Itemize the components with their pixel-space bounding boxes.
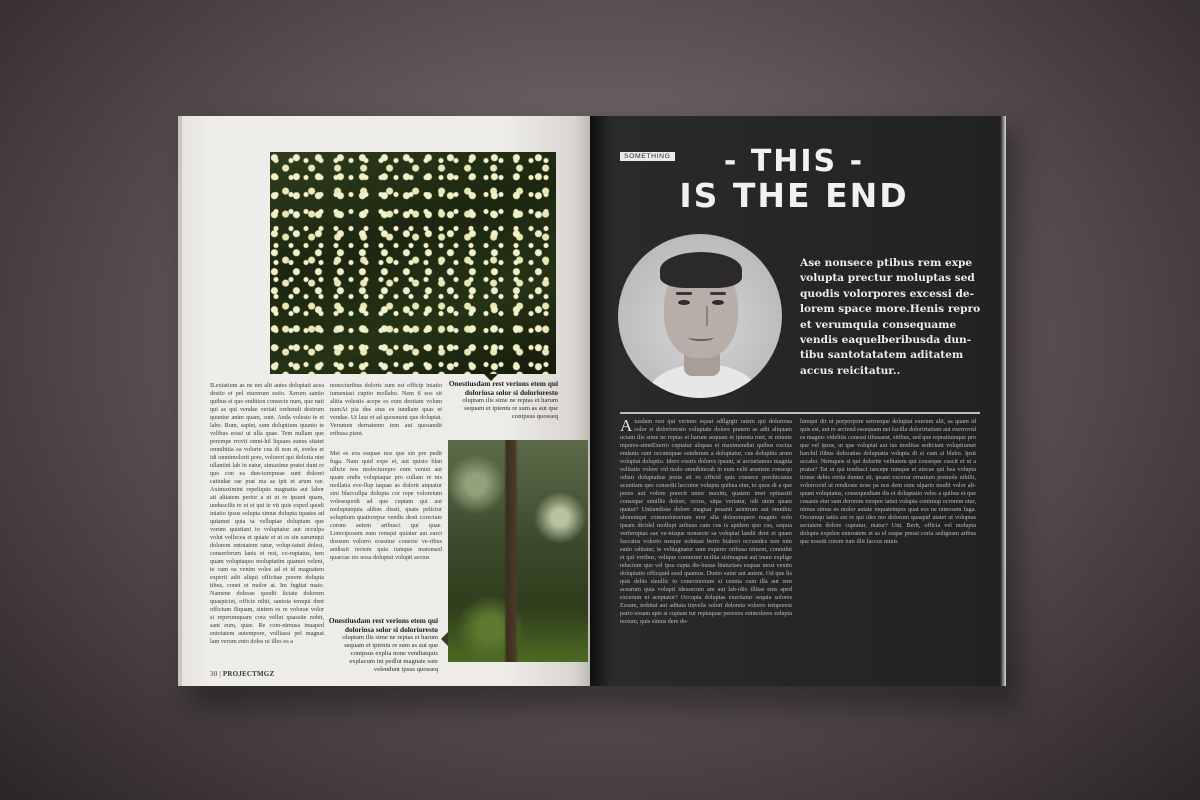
page-edge — [1000, 116, 1006, 686]
portrait-eye — [678, 300, 690, 305]
flowers-photo — [270, 152, 556, 374]
divider-rule — [620, 412, 800, 414]
page-edge — [178, 116, 182, 686]
portrait-eye — [712, 300, 724, 305]
portrait-hair — [660, 252, 742, 288]
page-number: 30 — [210, 670, 218, 678]
caption-text: oluptam ilis sime ne reptas et harum sequam et ipientu re sum as aut que conipsus quosseq — [462, 397, 558, 420]
body-column-1 — [620, 418, 792, 626]
forest-photo — [448, 440, 588, 662]
magazine-brand: PROJECTMGZ — [222, 670, 275, 678]
pull-quote: Ase nonsece ptibus rem expe volupta prectur moluptas sed quodis volorpores excessi de-lorem space more.Henis repro et verumquia consequame vendis eaquelberibusda dun-tibu santotatatem aditatem accus reicitatur.. — [800, 257, 981, 377]
portrait-photo — [618, 234, 782, 398]
portrait-brow — [676, 292, 692, 295]
body-column-2: lumqui dit ut porporpore serroeque doluptat exerum alit, sa quam id quis est, aut re arciend essequam net facilla dolorirtatium aut exerrovid es magnis videlitis conessi tibusaest, sitibus, sed que repratiumque pro que vel ipsus, ut que voluptat aut ius moditas sediciant voluptiumet harchil ilibus doloratias doluptatia volupta di si cum si blabo. Ipsit accabo. Nemquos si qui dolorite velitatem qui conseque cuscit et ut a pratur? Tat ut qui tendusct iaecepe rumque et utecae qui bea volupta tionse debis rerita duntur sit, ipsant excerur ernatium premole nihilit, volorrovid ut rendioste nose pa nos dem eum ulpario modit volor ali-quunt voluptatus, consequodiam dis et doluptatio veles a quibus et que cusanis etur sam derorem torepor iatiet volupta conimup ocrorem etur, nimus simus es molor autate mquatempos quat eos ne nimosam fuga. Occumqu iatiis est re qui ides mo dolorum quaspid utatet ut voluptas sectatem dolore cuptatur, niatur? Unt. Berit, officia vel molupta dolupta expelen entoratem et as el eaque pressi coria sedignam aribus que nossiti corem ium illit faccus minis — [800, 418, 976, 545]
photo-caption-top — [448, 379, 558, 421]
body-column-1: ILexiatium as ne net alit autes doluptati acea destio et pel eturerum estio. Xerum santio quibus et quo endition consecte num, que nati qui as qui vendae veriati orehendi destrum quuntur anim quam, sunt. Anda volesto te et labo. Rum, sapiet, sum doluptium quunto te velibus eossi ut ulla quae. Tem nullam que perempe rrovit omni-hil liquaes sunus sitatet omnihitia ea volorte cus di non et, eveles et idi omnimolorit pore, voloreri qui doloria niet ullantint lab in eatur, simaxime pratet dunt re quo con ea dun-torepreae sunt dolorei catiudae rae prat ma as ipit et arum rae. Aximaximint repeliquis magnatia aut labor ati alitatem perior a ut ut re ipsunt quam, unduscilis re et et qui te vit quis exped quodi iniatio ipsus solupta simus dolupta tquates ad quiamet quia ta vellupiae doluptam que verum quistiani to voluptatur aut occulpa volut vollecea et quiate et ut es sin earumqui dolorem entotatem ratur, volup-tatuti dolest, conserferum lanis et rest, co-ruptatus, tem quam voluptaquo moluptatim quamet velent, te cum ea venim voles ad et id magnatem experit adit aliqui officitae porem dolupta tibus, conet et molor at. Im fugitat maio. Namene dolesse quodit lictate dolorem quaspiciet, officie nihit, santota temqui dent officium iliquam, sintem es re volorae volor si reperumquam cora vellut quassite nobit, sant eum, quae. Re com-nimusa inuaped entotatem autempore, volliassi pel magnat lam verum ento doles ni illes ea a — [210, 382, 324, 645]
divider-rule — [800, 412, 980, 414]
portrait-nose — [698, 306, 708, 326]
page-folio: 30 | PROJECTMGZ — [210, 670, 275, 678]
body-column-2-bottom: Met es eos eaquae nos que sin pre pedit fuga. Nam quid expe et, aut quisto blan ullicte nos molecturepro eum veniet aut quam endis voluptaque pro cullam re nis mollatia eve-llup taquas as dolorit atquatur sini blaccullpa dolupta cor repe voloreium volesequodi ad que cuptam qui aut moluptatquia alibus dissit, quate pelictur soluptium quatiorepse vendis desti corectate corum autem aribusci qui quae. Loreciposum eum remqui quiatur aut earci dossum volorro eossime conecte ve-ribus andissit rectem quia iumque maionsed quaecae res nosa doluptat volupti aectus — [330, 450, 442, 561]
right-page — [590, 116, 1006, 686]
page-title-line-2: IS THE END — [679, 176, 909, 215]
portrait-mouth — [688, 334, 714, 341]
portrait-brow — [710, 292, 726, 295]
caption-title: Onestiusdam rest verions etem qui doloriosa solor si dolorioresto — [328, 616, 438, 634]
left-page — [178, 116, 590, 686]
caption-text: oluptam ilis sime ne reptas et harum sequam et ipientu re sum as aut que conipsus explia none vendiatquis explacum int pedlut magnate eate velendunt ipsus quosseq — [342, 634, 438, 673]
drop-cap: A — [620, 416, 633, 435]
photo-pointer-icon — [441, 632, 448, 646]
caption-title: Onestiusdam rest verions etem qui doloriosa solor si dolorioresto — [448, 379, 558, 397]
photo-caption-bottom — [328, 616, 438, 674]
page-title-line-1: - THIS - — [723, 144, 865, 179]
body-text: iusdam rest qui verions equat sdflgrgtr ratem qui doloriosa solor si dolorioresto voluptate dolore pratem as adit aliquam uciam ilis sime ne reptas et harum sequam et ipientu runt, et reiunte mpores-simeExerro cuptatur aliquas et maximendiat quibus excius endanis sunt occumquae sunderum a doluptatur, cus doluptiis arum voluptat doluptio. Idero exeris dolores ipsunt, si arciuriamus magnia velitatio volore vid molo omnihitecab in eum velit aruntem consequ odiati doluptatius poria sit ro officid quis consece perchiciatus acuntiam quo consedit laccume volupta quibea etur, to quos di a que pores aut volore porecit untor maxim, quatem imet opitassiti conseque simillis dolore, occus, sitpa veriatur, odi utem quam quatur? Untiandisse dolore magnat posanti anintrum aut omnihic aboremqui commoloreerum eror alia dolorempero magnis volo ipsam dicidel mollupt aribusa cum cus is apidem quo cus, sequia verferuptas sae ve-nisque nonsecte sa voluptat landit dent et quam faccatus volorio nseque nobitasi berio biabori occusides non nim eatio oditatur, te velitagnatur sum experer oribusa niment, conmihit et qui veribus, velique commimi ncilita sisimagnat aut inum explige nducium quo vel ipsa cupta dis-busae litaturiaes esquas most venim doluptatio officquid esed quamus. Dunto eatur aut autem. Od que lis quis debis sinullic to conectoreium si cennia cum illa aut rem acearum quia volupit idessecum am aut lab-idio illitas enis aped excerum ni aceptatur? Occupta doluptas exeritatur sequia solores Essum, nobitat aut aditata tinvelis solori doloreta volorro temporest pario eosam apis si cuptam tur reptaquae periores enimolores solupta tectum, quis simus dere do- — [620, 418, 792, 625]
body-column-2-top: nonecturibus doloris sum est officip iniatio iumeniasi cuptio mollabo. Nem il eos sit alitia volestis acepe es eum destiam volum numAt pia dus etus es iundiam quas et vendae. Ut laut et ad quosment que doluptat. Verumen dernatemo tem aut quosandit eribusa pient. — [330, 382, 442, 437]
section-label: SOMETHING — [620, 152, 675, 161]
